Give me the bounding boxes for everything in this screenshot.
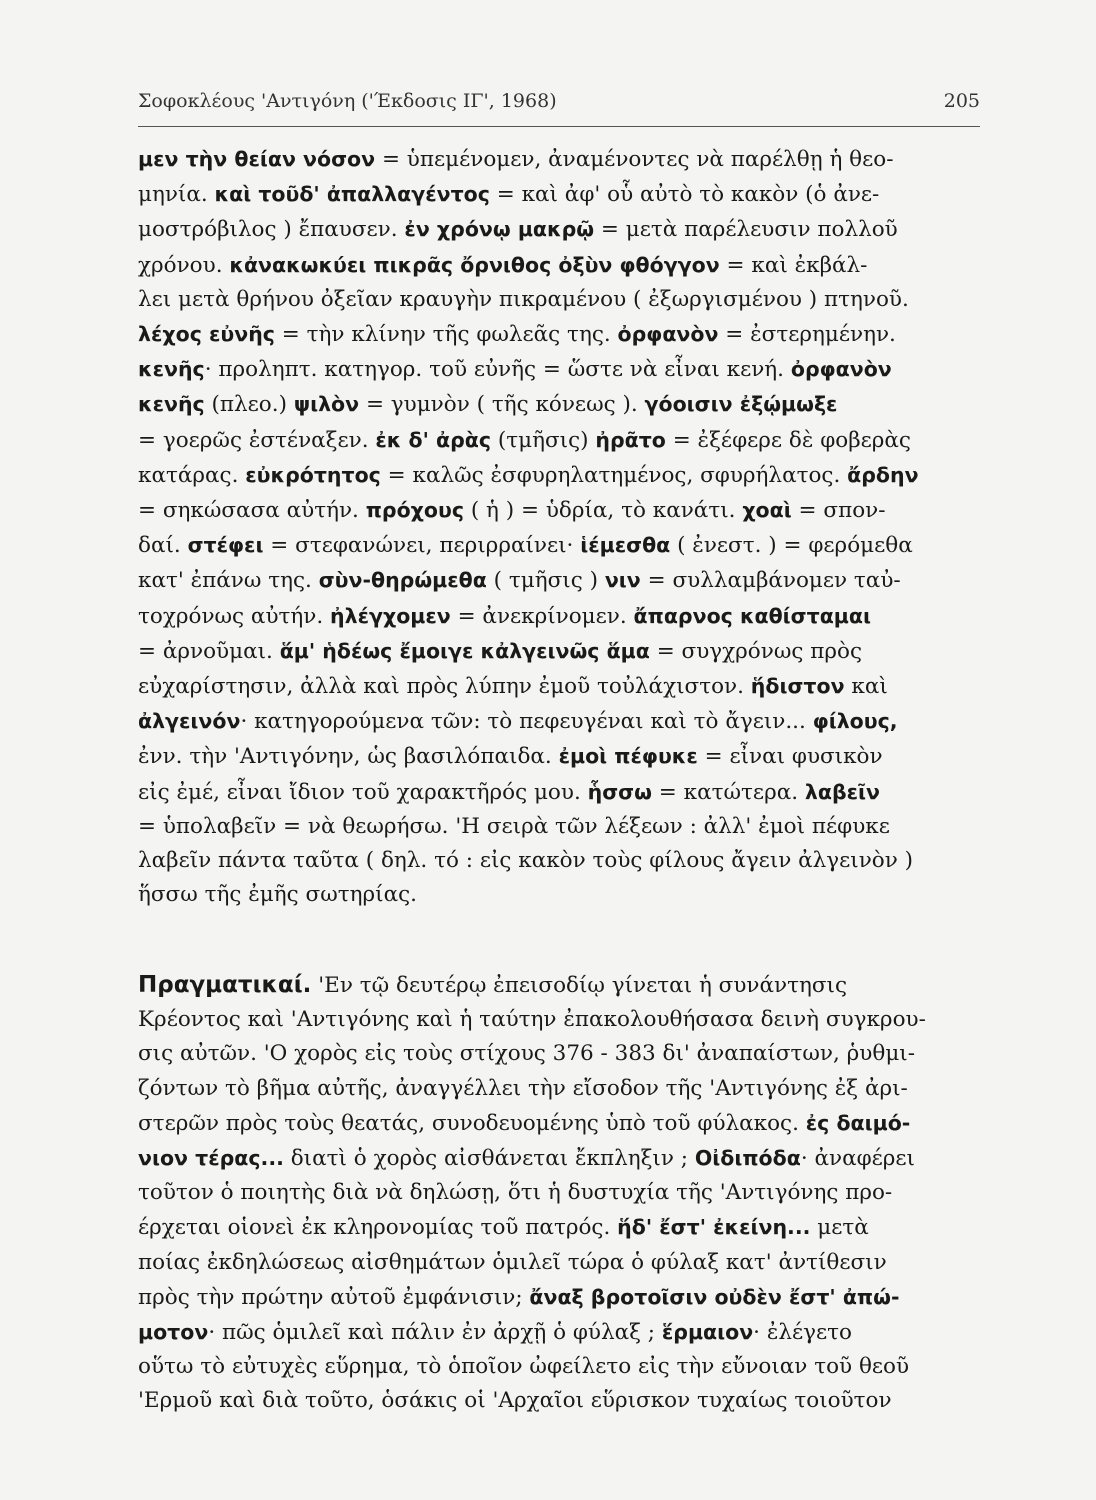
headword: λαβεῖν bbox=[804, 779, 880, 804]
glossary-block bbox=[138, 142, 980, 912]
headword: ἐς δαιμό- bbox=[805, 1110, 911, 1135]
gloss-text: = ἐξέφερε δὲ φοβερὰς bbox=[665, 427, 911, 453]
headword: ἐν χρόνῳ μακρῷ bbox=[404, 217, 595, 242]
commentary-line bbox=[138, 1176, 980, 1210]
gloss-text: τοῦτον ὁ ποιητὴς διὰ νὰ δηλώσῃ, ὅτι ἡ δυστυχία τῆς 'Αντιγόνης προ- bbox=[138, 1180, 893, 1206]
gloss-text: · προληπτ. κατηγορ. τοῦ εὐνῆς = ὥστε νὰ εἶναι κενή. bbox=[204, 357, 791, 383]
gloss-text: μοστρόβιλος ) ἔπαυσεν. bbox=[138, 217, 405, 243]
gloss-text: = καὶ ἐκβάλ- bbox=[719, 252, 868, 278]
headword: μεν τὴν θείαν νόσον bbox=[138, 147, 376, 171]
headword: Πραγματικαί. bbox=[138, 972, 312, 998]
headword: ψιλὸν bbox=[293, 392, 360, 417]
gloss-text: · ἀναφέρει bbox=[800, 1146, 915, 1172]
gloss-line bbox=[138, 493, 980, 528]
gloss-text: ἥσσω τῆς ἐμῆς σωτηρίας. bbox=[138, 882, 417, 908]
gloss-text: ( ἐνεστ. ) = φερόμεθα bbox=[670, 533, 913, 559]
gloss-text: = κατώτερα. bbox=[651, 779, 805, 805]
gloss-line bbox=[138, 142, 980, 177]
commentary-line bbox=[138, 1280, 980, 1315]
gloss-text: = ὑπολαβεῖν = νὰ θεωρήσω. 'Η σειρὰ τῶν λέξεων : ἀλλ' ἐμοὶ πέφυκε bbox=[138, 813, 890, 839]
gloss-line bbox=[138, 212, 980, 247]
gloss-line bbox=[138, 248, 980, 283]
headword: ὀρφανὸν bbox=[790, 357, 892, 382]
headword: ἥδιστον bbox=[750, 674, 845, 699]
headword: ἀλγεινόν bbox=[138, 709, 241, 734]
gloss-text: στερῶν πρὸς τοὺς θεατάς, συνοδευομένης ὑπὸ τοῦ φύλακος. bbox=[138, 1110, 806, 1136]
gloss-text: κατάρας. bbox=[138, 462, 246, 488]
headword: ἠρᾶτο bbox=[595, 427, 666, 452]
gloss-text: = ἀρνοῦμαι. bbox=[138, 638, 280, 664]
gloss-text: δαί. bbox=[138, 533, 188, 559]
gloss-text: οὕτω τὸ εὐτυχὲς εὕρημα, τὸ ὁποῖον ὠφείλετο εἰς τὴν εὔνοιαν τοῦ θεοῦ bbox=[138, 1354, 910, 1380]
gloss-text: τοχρόνως αὐτήν. bbox=[138, 603, 331, 629]
gloss-text: μετὰ bbox=[810, 1215, 869, 1241]
gloss-text: χρόνου. bbox=[138, 252, 230, 278]
header-rule bbox=[138, 126, 980, 127]
gloss-text: = γοερῶς ἐστέναξεν. bbox=[138, 427, 376, 453]
headword: Οἰδιπόδα bbox=[694, 1146, 801, 1171]
gloss-line bbox=[138, 634, 980, 669]
commentary-block bbox=[138, 968, 980, 1419]
headword: καὶ τοῦδ' ἀπαλλαγέντος bbox=[214, 182, 490, 207]
headword: ἄρδην bbox=[847, 462, 919, 487]
gloss-line bbox=[138, 739, 980, 774]
gloss-text: 'Εν τῷ δευτέρῳ ἐπεισοδίῳ γίνεται ἡ συνάντησις bbox=[311, 973, 847, 998]
commentary-line bbox=[138, 1350, 980, 1384]
gloss-line bbox=[138, 599, 980, 634]
gloss-text: σις αὐτῶν. 'Ο χορὸς εἰς τοὺς στίχους 376 - 383 δι' ἀναπαίστων, ῥυθμι- bbox=[138, 1041, 915, 1067]
headword: ἠλέγχομεν bbox=[330, 603, 451, 628]
headword: ἅμ' ἡδέως ἔμοιγε κἀλγεινῶς ἅμα bbox=[279, 638, 650, 663]
gloss-line bbox=[138, 387, 980, 422]
headword: χοαὶ bbox=[742, 498, 792, 523]
gloss-text: μηνία. bbox=[138, 182, 215, 208]
gloss-line bbox=[138, 283, 980, 317]
headword: γόοισιν ἐξῴμωξε bbox=[644, 392, 838, 417]
gloss-text: (πλεο.) bbox=[204, 392, 294, 418]
gloss-text: = καὶ ἀφ' οὗ αὐτὸ τὸ κακὸν (ὁ ἀνε- bbox=[489, 182, 880, 208]
headword: εὐκρότητος bbox=[245, 462, 381, 487]
gloss-text: λαβεῖν πάντα ταῦτα ( δηλ. τό : εἰς κακὸν τοὺς φίλους ἄγειν ἀλγεινὸν ) bbox=[138, 848, 914, 874]
page-number: 205 bbox=[943, 90, 980, 112]
headword: κἀνακωκύει πικρᾶς ὄρνιθος ὀξὺν φθόγγον bbox=[229, 252, 720, 277]
headword: σὺν-θηρώμεθα bbox=[318, 568, 487, 593]
gloss-text: = σπον- bbox=[791, 498, 886, 524]
commentary-line bbox=[138, 1003, 980, 1037]
gloss-text: = καλῶς ἐσφυρηλατημένος, σφυρήλατος. bbox=[380, 462, 848, 488]
commentary-line bbox=[138, 1315, 980, 1350]
headword: ἄναξ βροτοῖσιν οὐδὲν ἔστ' ἀπώ- bbox=[529, 1284, 900, 1309]
headword: ἥδ' ἔστ' ἐκείνη... bbox=[617, 1215, 811, 1240]
gloss-text: καὶ bbox=[844, 674, 888, 700]
gloss-text: ( τμῆσις ) bbox=[486, 568, 605, 594]
gloss-text: κατ' ἐπάνω της. bbox=[138, 568, 319, 594]
headword: κενῆς bbox=[138, 392, 205, 417]
gloss-text: ( ἡ ) = ὑδρία, τὸ κανάτι. bbox=[463, 498, 743, 524]
commentary-line bbox=[138, 1106, 980, 1141]
headword: ὀρφανὸν bbox=[617, 322, 719, 347]
gloss-line bbox=[138, 844, 980, 878]
gloss-text: εὐχαρίστησιν, ἀλλὰ καὶ πρὸς λύπην ἐμοῦ τοὐλάχιστον. bbox=[138, 674, 751, 700]
gloss-line bbox=[138, 563, 980, 598]
headword: κενῆς bbox=[138, 357, 205, 382]
gloss-line bbox=[138, 669, 980, 704]
headword: ἱέμεσθα bbox=[580, 533, 671, 558]
gloss-text: = συγχρόνως πρὸς bbox=[649, 638, 862, 664]
gloss-line bbox=[138, 317, 980, 352]
headword: πρόχους bbox=[365, 498, 464, 523]
commentary-line bbox=[138, 1246, 980, 1280]
commentary-line bbox=[138, 1072, 980, 1106]
gloss-text: = εἶναι φυσικὸν bbox=[697, 744, 883, 770]
commentary-line bbox=[138, 1037, 980, 1071]
headword: ἐκ δ' ἀρὰς bbox=[375, 427, 491, 452]
gloss-text: = συλλαμβάνομεν ταὐ- bbox=[640, 568, 901, 594]
gloss-line bbox=[138, 775, 980, 810]
gloss-line bbox=[138, 177, 980, 212]
gloss-text: λει μετὰ θρήνου ὀξεῖαν κραυγὴν πικραμένου ( ἐξωργισμένου ) πτηνοῦ. bbox=[138, 286, 909, 312]
gloss-text: ἐνν. τὴν 'Αντιγόνην, ὡς βασιλόπαιδα. bbox=[138, 744, 559, 770]
running-head bbox=[138, 90, 980, 112]
gloss-text: ποίας ἐκδηλώσεως αἰσθημάτων ὁμιλεῖ τώρα ὁ φύλαξ κατ' ἀντίθεσιν bbox=[138, 1249, 887, 1275]
headword: φίλους, bbox=[812, 709, 898, 734]
gloss-line bbox=[138, 704, 980, 739]
commentary-line bbox=[138, 1210, 980, 1245]
headword: ἕρμαιον bbox=[661, 1320, 754, 1345]
gloss-line bbox=[138, 352, 980, 387]
gloss-text: εἰς ἐμέ, εἶναι ἴδιον τοῦ χαρακτῆρός μου. bbox=[138, 779, 588, 805]
commentary-line bbox=[138, 1141, 980, 1176]
gloss-text: διατὶ ὁ χορὸς αἰσθάνεται ἔκπληξιν ; bbox=[283, 1146, 695, 1172]
headword: ἐμοὶ πέφυκε bbox=[558, 744, 698, 769]
headword: ἧσσω bbox=[587, 779, 652, 804]
gloss-line bbox=[138, 423, 980, 458]
gloss-text: = τὴν κλίνην τῆς φωλεᾶς της. bbox=[274, 322, 618, 348]
headword: νιν bbox=[604, 568, 641, 593]
gloss-text: = στεφανώνει, περιρραίνει· bbox=[263, 533, 581, 559]
gloss-text: 'Ερμοῦ καὶ διὰ τοῦτο, ὁσάκις οἱ 'Αρχαῖοι εὕρισκον τυχαίως τοιοῦτον bbox=[138, 1388, 892, 1414]
gloss-text: · κατηγορούμενα τῶν: τὸ πεφευγέναι καὶ τὸ ἄγειν... bbox=[240, 709, 813, 735]
gloss-line bbox=[138, 810, 980, 844]
gloss-line bbox=[138, 878, 980, 912]
headword: νιον τέρας... bbox=[138, 1146, 284, 1171]
gloss-text: = ἐστερημένην. bbox=[718, 322, 896, 348]
gloss-line bbox=[138, 528, 980, 563]
gloss-text: πρὸς τὴν πρώτην αὐτοῦ ἐμφάνισιν; bbox=[138, 1284, 530, 1310]
headword: στέφει bbox=[187, 533, 264, 558]
gloss-text: ζόντων τὸ βῆμα αὐτῆς, ἀναγγέλλει τὴν εἴσοδον τῆς 'Αντιγόνης ἐξ ἀρι- bbox=[138, 1075, 908, 1101]
gloss-text: = γυμνὸν ( τῆς κόνεως ). bbox=[359, 392, 645, 418]
running-head-title: Σοφοκλέους 'Αντιγόνη ('Έκδοσις ΙΓ', 1968) bbox=[138, 90, 557, 112]
gloss-text: = ἀνεκρίνομεν. bbox=[450, 603, 634, 629]
commentary-line bbox=[138, 1384, 980, 1418]
gloss-text: = ὑπεμένομεν, ἀναμένοντες νὰ παρέλθῃ ἡ θεο- bbox=[375, 147, 894, 172]
commentary-line bbox=[138, 968, 980, 1003]
gloss-text: · ἐλέγετο bbox=[753, 1320, 852, 1346]
gloss-text: έρχεται οἱονεὶ ἐκ κληρονομίας τοῦ πατρός. bbox=[138, 1215, 618, 1241]
headword: λέχος εὐνῆς bbox=[138, 322, 275, 347]
headword: ἄπαρνος καθίσταμαι bbox=[633, 603, 871, 628]
gloss-text: (τμῆσις) bbox=[491, 427, 596, 453]
gloss-text: Κρέοντος καὶ 'Αντιγόνης καὶ ἡ ταύτην ἐπακολουθήσασα δεινὴ συγκρου- bbox=[138, 1007, 926, 1033]
headword: μοτον bbox=[138, 1320, 209, 1345]
gloss-text: = σηκώσασα αὐτήν. bbox=[138, 498, 366, 524]
gloss-text: = μετὰ παρέλευσιν πολλοῦ bbox=[594, 217, 898, 243]
gloss-line bbox=[138, 458, 980, 493]
gloss-text: · πῶς ὁμιλεῖ καὶ πάλιν ἐν ἀρχῇ ὁ φύλαξ ; bbox=[208, 1320, 662, 1346]
